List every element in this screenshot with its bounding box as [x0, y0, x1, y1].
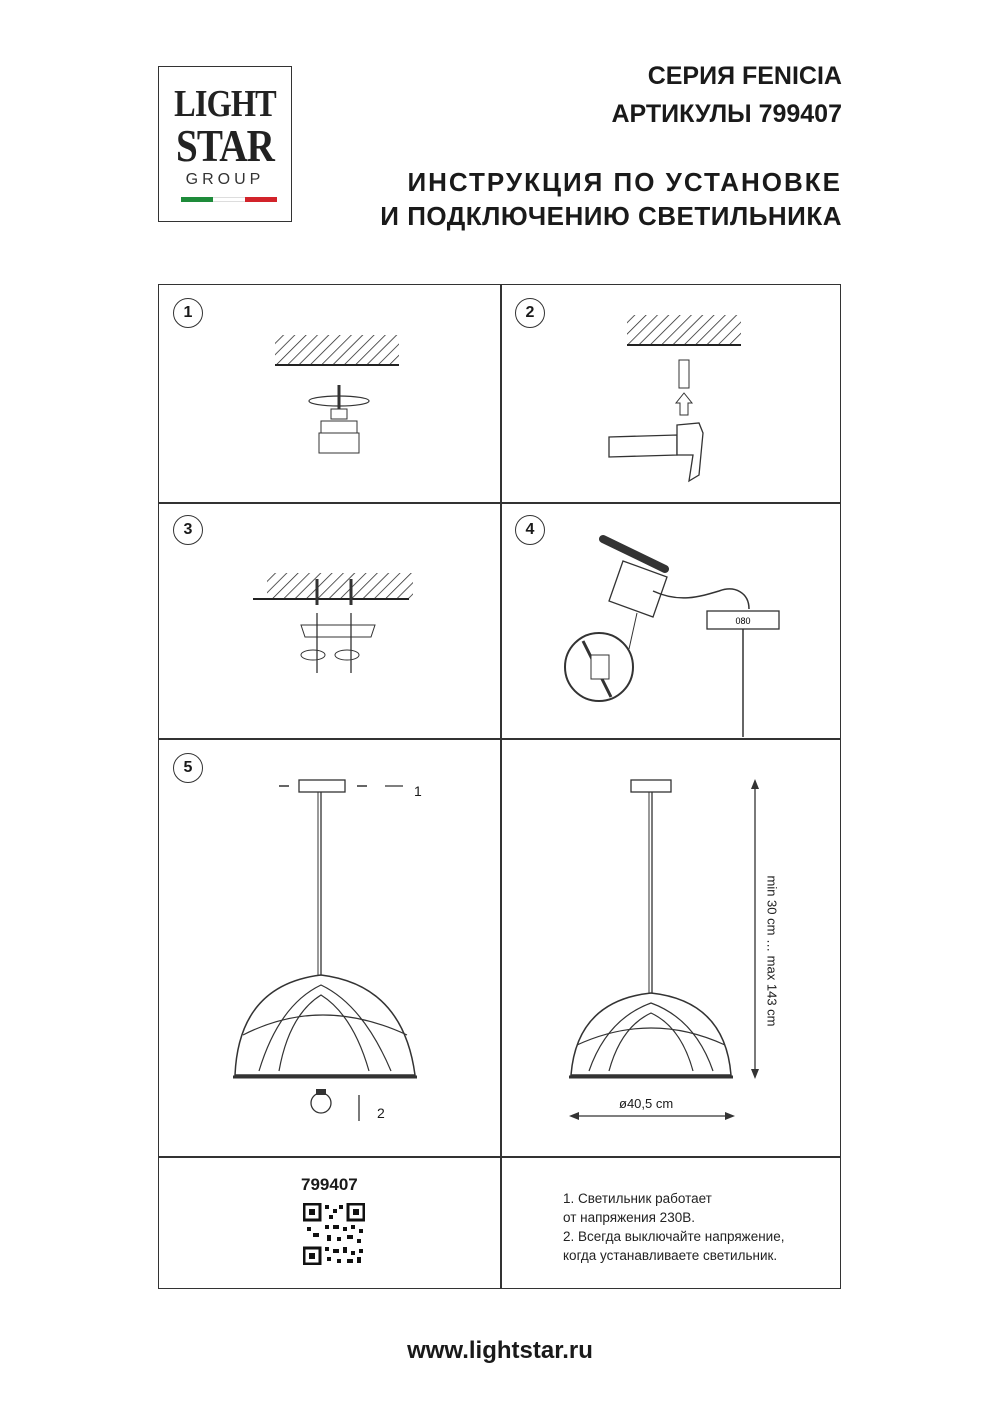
instruction-title-line1: ИНСТРУКЦИЯ ПО УСТАНОВКЕ [407, 167, 842, 197]
wiring-connection-illustration [559, 521, 799, 737]
article-code: 799407 [301, 1175, 358, 1194]
step5-label-2: 2 [377, 1105, 385, 1121]
article-title: АРТИКУЛЫ 799407 [611, 100, 842, 128]
series-title: СЕРИЯ FENICIA [647, 62, 842, 90]
note-line-4: когда устанавливаете светильник. [563, 1248, 778, 1263]
pendant-assembly-illustration [219, 775, 459, 1145]
note-line-2: от напряжения 230В. [563, 1210, 695, 1225]
step-badge-1: 1 [173, 298, 203, 328]
qr-code-icon [303, 1203, 365, 1265]
height-dimension-label: min 30 cm … max 143 cm [764, 875, 780, 1027]
logo-line-light: LIGHT [174, 83, 276, 125]
safety-notes [563, 1189, 784, 1265]
step-badge-5: 5 [173, 753, 203, 783]
italian-flag-icon [181, 197, 277, 202]
hammer-dowel-illustration [599, 305, 759, 485]
note-line-1: 1. Светильник работает [563, 1191, 712, 1206]
brand-logo [158, 66, 292, 222]
mounting-bracket-illustration [249, 565, 419, 695]
instruction-title-line2: И ПОДКЛЮЧЕНИЮ СВЕТИЛЬНИКА [380, 201, 842, 231]
logo-line-group: GROUP [185, 171, 265, 188]
grid-divider-row3 [159, 1156, 840, 1158]
logo-line-star: STAR [175, 120, 274, 171]
note-line-3: 2. Всегда выключайте напряжение, [563, 1229, 785, 1244]
instruction-grid [158, 284, 841, 1289]
step-badge-4: 4 [515, 515, 545, 545]
step5-label-1: 1 [414, 783, 422, 799]
website-url[interactable]: www.lightstar.ru [407, 1337, 593, 1364]
grid-divider-row2 [159, 738, 840, 740]
drill-ceiling-illustration [259, 325, 409, 465]
dimensions-illustration [559, 775, 829, 1145]
grid-divider-row1 [159, 502, 840, 504]
grid-divider-vertical [500, 285, 502, 1288]
height-dimension [762, 851, 782, 1051]
svg-text:080: 080 [735, 616, 751, 626]
step-badge-3: 3 [173, 515, 203, 545]
step-badge-2: 2 [515, 298, 545, 328]
diameter-dimension-label: ø40,5 cm [619, 1096, 674, 1111]
